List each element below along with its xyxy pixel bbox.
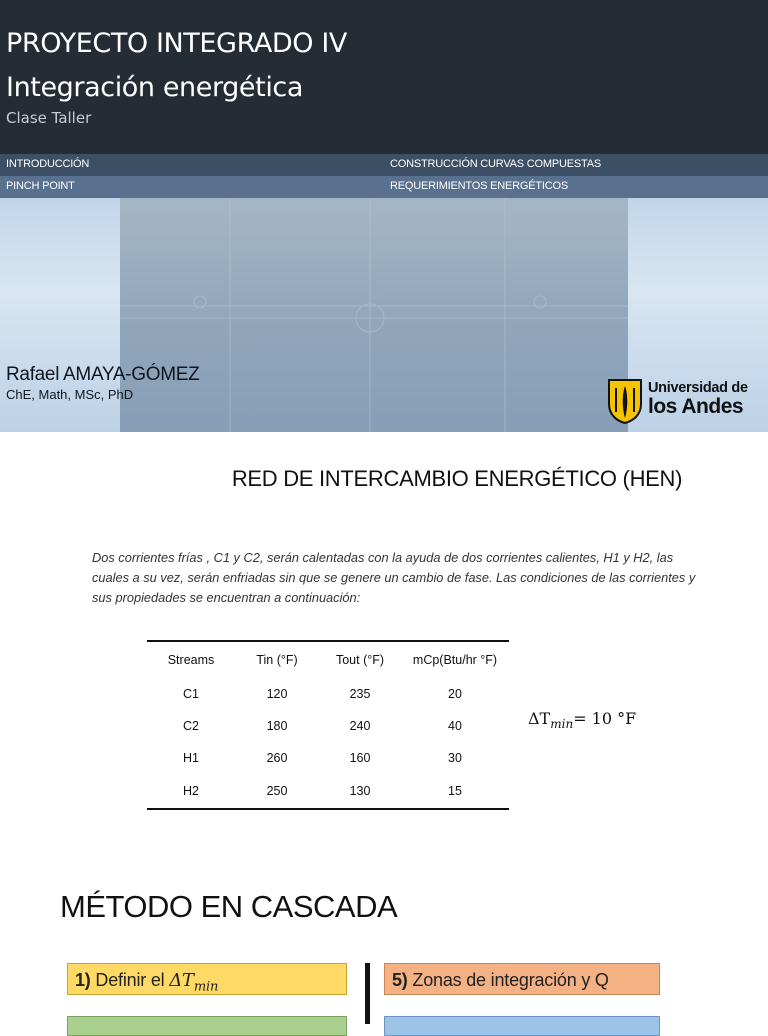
cascade-step-6: [384, 1016, 660, 1036]
course-tagline: Clase Taller: [6, 109, 92, 127]
nav-item-introduccion[interactable]: INTRODUCCIÓN: [6, 158, 90, 170]
streams-table: [147, 640, 509, 810]
presenter-name: Rafael AMAYA-GÓMEZ: [6, 364, 200, 385]
nav-item-construccion-curvas[interactable]: CONSTRUCCIÓN CURVAS COMPUESTAS: [390, 158, 601, 170]
table-header-row: [147, 641, 509, 678]
column-header: Tout (°F): [319, 641, 401, 678]
table-cell: 180: [266, 719, 288, 733]
column-header: Tin (°F): [235, 641, 319, 678]
course-subtitle: Integración energética: [6, 72, 304, 103]
nav-item-pinch-point[interactable]: PINCH POINT: [6, 180, 75, 192]
logo-text-line2: los Andes: [648, 395, 744, 418]
table-cell: C1: [183, 687, 199, 701]
table-cell: 40: [448, 719, 462, 733]
step-text: Zonas de integración y Q: [412, 970, 609, 990]
table-cell: 120: [266, 687, 288, 701]
table-cell: 240: [349, 719, 371, 733]
table-cell: H1: [183, 751, 199, 765]
background-photo: [120, 198, 628, 432]
table-row: [147, 742, 509, 774]
nav-item-requerimientos[interactable]: REQUERIMIENTOS ENERGÉTICOS: [390, 180, 568, 192]
table-cell: 130: [319, 774, 401, 809]
step-math-symbol: ΔT: [169, 970, 194, 991]
table-row: [147, 774, 509, 809]
table-cell: C2: [183, 719, 199, 733]
table-cell: 250: [235, 774, 319, 809]
table-cell: 15: [401, 774, 509, 809]
nav-row-2: [0, 176, 768, 198]
delta-t-subscript: min: [550, 717, 574, 732]
delta-t-symbol: ΔT: [528, 709, 551, 728]
step-number: 1): [75, 970, 91, 990]
cascade-step-1: [67, 963, 347, 995]
table-cell: 30: [448, 751, 462, 765]
table-cell: 20: [448, 687, 462, 701]
table-cell: H2: [147, 774, 235, 809]
course-title: PROYECTO INTEGRADO IV: [6, 28, 347, 59]
table-row: [147, 710, 509, 742]
cascade-title: MÉTODO EN CASCADA: [60, 889, 398, 924]
university-shield-icon: [606, 378, 644, 424]
title-header: [0, 0, 768, 154]
step-math-subscript: min: [193, 979, 219, 995]
cascade-step-5: [384, 963, 660, 995]
logo-text-line1: Universidad de: [648, 380, 748, 396]
column-header: mCp(Btu/hr °F): [401, 641, 509, 678]
cascade-step-2: [67, 1016, 347, 1036]
table-cell: 260: [266, 751, 288, 765]
table-cell: 160: [349, 751, 371, 765]
university-logo: [606, 378, 754, 424]
nav-row-1: [0, 154, 768, 176]
table-cell: 235: [349, 687, 371, 701]
column-header: Streams: [147, 641, 235, 678]
presenter-credentials: ChE, Math, MSc, PhD: [6, 387, 134, 402]
section-title: RED DE INTERCAMBIO ENERGÉTICO (HEN): [231, 466, 683, 491]
hero-banner: [0, 0, 768, 432]
step-number: 5): [392, 970, 408, 990]
background-photo-texture: [120, 198, 628, 432]
column-divider: [365, 963, 370, 1024]
delta-t-min-equation: [528, 709, 636, 731]
delta-t-value: = 10 °F: [573, 709, 637, 728]
step-text: Definir el: [95, 970, 170, 990]
table-row: [147, 678, 509, 710]
problem-statement: Dos corrientes frías , C1 y C2, serán calentadas con la ayuda de dos corrientes calientes, H1 y H2, las cuales a su vez, serán enfriadas sin que se genere un cambio de fase. Las condiciones de las corrientes y sus propiedades se encuentran a continuación:: [92, 550, 696, 605]
